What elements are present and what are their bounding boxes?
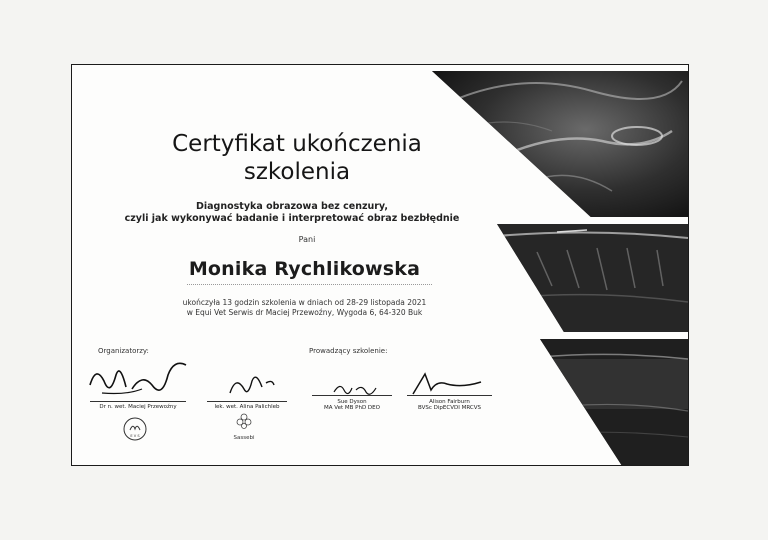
course-details: ukończyła 13 godzin szkolenia w dniach od 28-29 listopada 2021 <box>182 298 427 307</box>
signature-line <box>407 395 492 396</box>
organizer-name: lek. wet. Alina Palichleb <box>214 404 280 410</box>
ultrasound-image-bottom <box>540 339 688 465</box>
recipient-name: Monika Rychlikowska <box>188 258 421 280</box>
organizers-label: Organizatorzy: <box>98 347 149 355</box>
certificate-title-line2: szkolenia <box>243 159 351 185</box>
instructor-name: Sue Dyson <box>337 399 367 405</box>
course-title: Diagnostyka obrazowa bez cenzury, <box>196 201 388 212</box>
signature-line <box>312 395 392 396</box>
instructor-name: Alison Fairburn <box>429 399 470 405</box>
instructor-credentials: MA Vet MB PhD DEO <box>324 405 380 411</box>
certificate-page <box>71 64 689 466</box>
signature-line <box>90 401 186 402</box>
evs-logo <box>123 417 147 445</box>
instructors-label: Prowadzący szkolenie: <box>309 347 388 355</box>
ultrasound-image-top <box>432 71 688 217</box>
name-underline <box>187 284 432 285</box>
sassebi-logo-text: Sassebi <box>233 435 255 441</box>
signature-przewozny <box>82 355 192 407</box>
organizer-name: Dr n. wet. Maciej Przewoźny <box>99 404 177 410</box>
certificate-title: Certyfikat ukończenia <box>172 131 422 157</box>
ultrasound-image-middle <box>497 224 688 332</box>
salutation: Pani <box>298 235 316 244</box>
instructor-credentials: BVSc DipECVDI MRCVS <box>418 405 481 411</box>
signature-line <box>207 401 287 402</box>
signature-palichleb <box>222 365 282 401</box>
svg-text:E V S: E V S <box>130 434 140 438</box>
course-title-line2: czyli jak wykonywać badanie i interpretować obraz bezbłędnie <box>124 213 460 224</box>
course-location: w Equi Vet Serwis dr Maciej Przewoźny, Wygoda 6, 64-320 Buk <box>186 308 423 317</box>
sassebi-logo <box>232 412 256 441</box>
